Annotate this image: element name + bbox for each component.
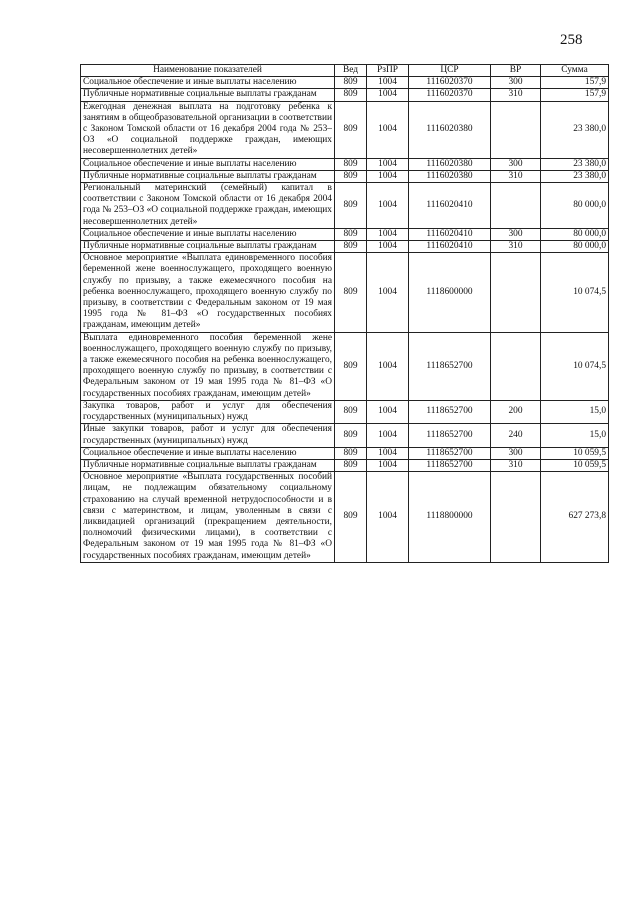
cell-ved: 809	[335, 459, 367, 471]
header-rzpr: РзПР	[367, 65, 409, 77]
cell-name: Региональный материнский (семейный) капитал в соответствии с Законом Томской области от 16 декабря 2004 года № 253–ОЗ «О социальной поддержке граждан, имеющих несовершеннолетних детей»	[81, 183, 335, 229]
header-vr: ВР	[491, 65, 541, 77]
cell-csr: 1118652700	[409, 459, 491, 471]
cell-ved: 809	[335, 400, 367, 423]
cell-vr: 240	[491, 424, 541, 447]
budget-table	[80, 64, 609, 563]
table-row	[81, 170, 609, 182]
cell-ved: 809	[335, 158, 367, 170]
cell-vr	[491, 183, 541, 229]
cell-ved: 809	[335, 472, 367, 563]
cell-csr: 1118652700	[409, 332, 491, 400]
table-row	[81, 89, 609, 101]
cell-name: Публичные нормативные социальные выплаты гражданам	[81, 170, 335, 182]
cell-name: Ежегодная денежная выплата на подготовку ребенка к занятиям в общеобразовательной организации в соответствии с Законом Томской области от 16 декабря 2004 года № 253–ОЗ «О социальной поддержке граждан, имеющих несовершеннолетних детей»	[81, 101, 335, 158]
cell-sum: 23 380,0	[541, 158, 609, 170]
cell-csr: 1116020410	[409, 183, 491, 229]
cell-name: Выплата единовременного пособия беременной жене военнослужащего, проходящего военную службу по призыву, а также ежемесячного пособия на ребенка военнослужащего, проходящего военную службу по призыву, в соответствии с Федеральным законом от 19 мая 1995 года № 81–ФЗ «О государственных пособиях гражданам, имеющим детей»	[81, 332, 335, 400]
cell-csr: 1118652700	[409, 400, 491, 423]
cell-name: Публичные нормативные социальные выплаты гражданам	[81, 459, 335, 471]
cell-vr	[491, 101, 541, 158]
cell-csr: 1116020410	[409, 241, 491, 253]
cell-vr: 310	[491, 170, 541, 182]
cell-rzpr: 1004	[367, 400, 409, 423]
table-row	[81, 459, 609, 471]
cell-csr: 1116020370	[409, 89, 491, 101]
table-row	[81, 332, 609, 400]
cell-ved: 809	[335, 228, 367, 240]
cell-csr: 1118652700	[409, 447, 491, 459]
cell-csr: 1118800000	[409, 472, 491, 563]
cell-name: Социальное обеспечение и иные выплаты населению	[81, 228, 335, 240]
cell-csr: 1116020370	[409, 77, 491, 89]
cell-ved: 809	[335, 241, 367, 253]
cell-csr: 1118600000	[409, 253, 491, 332]
table-row	[81, 424, 609, 447]
cell-vr	[491, 332, 541, 400]
cell-rzpr: 1004	[367, 101, 409, 158]
cell-sum: 10 059,5	[541, 459, 609, 471]
table-row	[81, 101, 609, 158]
cell-ved: 809	[335, 89, 367, 101]
cell-vr: 300	[491, 447, 541, 459]
cell-vr: 310	[491, 459, 541, 471]
cell-ved: 809	[335, 183, 367, 229]
page-number: 258	[560, 32, 583, 48]
table-row	[81, 400, 609, 423]
cell-name: Социальное обеспечение и иные выплаты населению	[81, 447, 335, 459]
cell-name: Закупка товаров, работ и услуг для обеспечения государственных (муниципальных) нужд	[81, 400, 335, 423]
table-body	[81, 77, 609, 563]
cell-name: Публичные нормативные социальные выплаты гражданам	[81, 241, 335, 253]
cell-sum: 157,9	[541, 89, 609, 101]
table-row	[81, 447, 609, 459]
header-name: Наименование показателей	[81, 65, 335, 77]
cell-vr: 300	[491, 158, 541, 170]
cell-ved: 809	[335, 170, 367, 182]
cell-ved: 809	[335, 77, 367, 89]
cell-rzpr: 1004	[367, 332, 409, 400]
table-row	[81, 77, 609, 89]
cell-sum: 10 074,5	[541, 253, 609, 332]
cell-rzpr: 1004	[367, 447, 409, 459]
table-header-row	[81, 65, 609, 77]
cell-ved: 809	[335, 447, 367, 459]
cell-csr: 1118652700	[409, 424, 491, 447]
cell-name: Социальное обеспечение и иные выплаты населению	[81, 158, 335, 170]
cell-rzpr: 1004	[367, 170, 409, 182]
cell-rzpr: 1004	[367, 89, 409, 101]
table-row	[81, 158, 609, 170]
cell-rzpr: 1004	[367, 459, 409, 471]
cell-name: Иные закупки товаров, работ и услуг для обеспечения государственных (муниципальных) нужд	[81, 424, 335, 447]
cell-rzpr: 1004	[367, 472, 409, 563]
header-ved: Вед	[335, 65, 367, 77]
cell-sum: 23 380,0	[541, 101, 609, 158]
cell-name: Основное мероприятие «Выплата единовременного пособия беременной жене военнослужащего, проходящего военную службу по призыву, а также ежемесячного пособия на ребенка военнослужащего, проходящего военную службу по призыву, в соответствии с Федеральным законом от 19 мая 1995 года № 81–ФЗ «О государственных пособиях гражданам, имеющим детей»	[81, 253, 335, 332]
cell-ved: 809	[335, 332, 367, 400]
cell-sum: 80 000,0	[541, 228, 609, 240]
table-row	[81, 241, 609, 253]
cell-rzpr: 1004	[367, 253, 409, 332]
cell-sum: 627 273,8	[541, 472, 609, 563]
cell-name: Социальное обеспечение и иные выплаты населению	[81, 77, 335, 89]
cell-csr: 1116020380	[409, 101, 491, 158]
cell-ved: 809	[335, 424, 367, 447]
cell-sum: 80 000,0	[541, 241, 609, 253]
cell-vr: 310	[491, 89, 541, 101]
table-row	[81, 472, 609, 563]
cell-rzpr: 1004	[367, 183, 409, 229]
cell-sum: 15,0	[541, 400, 609, 423]
cell-csr: 1116020380	[409, 158, 491, 170]
cell-vr: 300	[491, 77, 541, 89]
table-row	[81, 183, 609, 229]
cell-ved: 809	[335, 253, 367, 332]
cell-rzpr: 1004	[367, 77, 409, 89]
cell-vr: 300	[491, 228, 541, 240]
cell-sum: 80 000,0	[541, 183, 609, 229]
cell-sum: 10 074,5	[541, 332, 609, 400]
cell-sum: 15,0	[541, 424, 609, 447]
cell-vr	[491, 253, 541, 332]
cell-rzpr: 1004	[367, 424, 409, 447]
table-row	[81, 253, 609, 332]
cell-sum: 157,9	[541, 77, 609, 89]
cell-rzpr: 1004	[367, 158, 409, 170]
cell-name: Публичные нормативные социальные выплаты гражданам	[81, 89, 335, 101]
cell-sum: 23 380,0	[541, 170, 609, 182]
cell-vr: 200	[491, 400, 541, 423]
cell-rzpr: 1004	[367, 228, 409, 240]
cell-vr: 310	[491, 241, 541, 253]
cell-csr: 1116020380	[409, 170, 491, 182]
cell-vr	[491, 472, 541, 563]
cell-rzpr: 1004	[367, 241, 409, 253]
table-row	[81, 228, 609, 240]
cell-csr: 1116020410	[409, 228, 491, 240]
header-csr: ЦСР	[409, 65, 491, 77]
header-sum: Сумма	[541, 65, 609, 77]
cell-ved: 809	[335, 101, 367, 158]
cell-name: Основное мероприятие «Выплата государственных пособий лицам, не подлежащим обязательному социальному страхованию на случай временной нетрудоспособности и в связи с материнством, и лицам, уволенным в связи с ликвидацией организаций (прекращением деятельности, полномочий физическими лицами), в соответствии с Федеральным законом от 19 мая 1995 года № 81–ФЗ «О государственных пособиях гражданам, имеющим детей»	[81, 472, 335, 563]
cell-sum: 10 059,5	[541, 447, 609, 459]
